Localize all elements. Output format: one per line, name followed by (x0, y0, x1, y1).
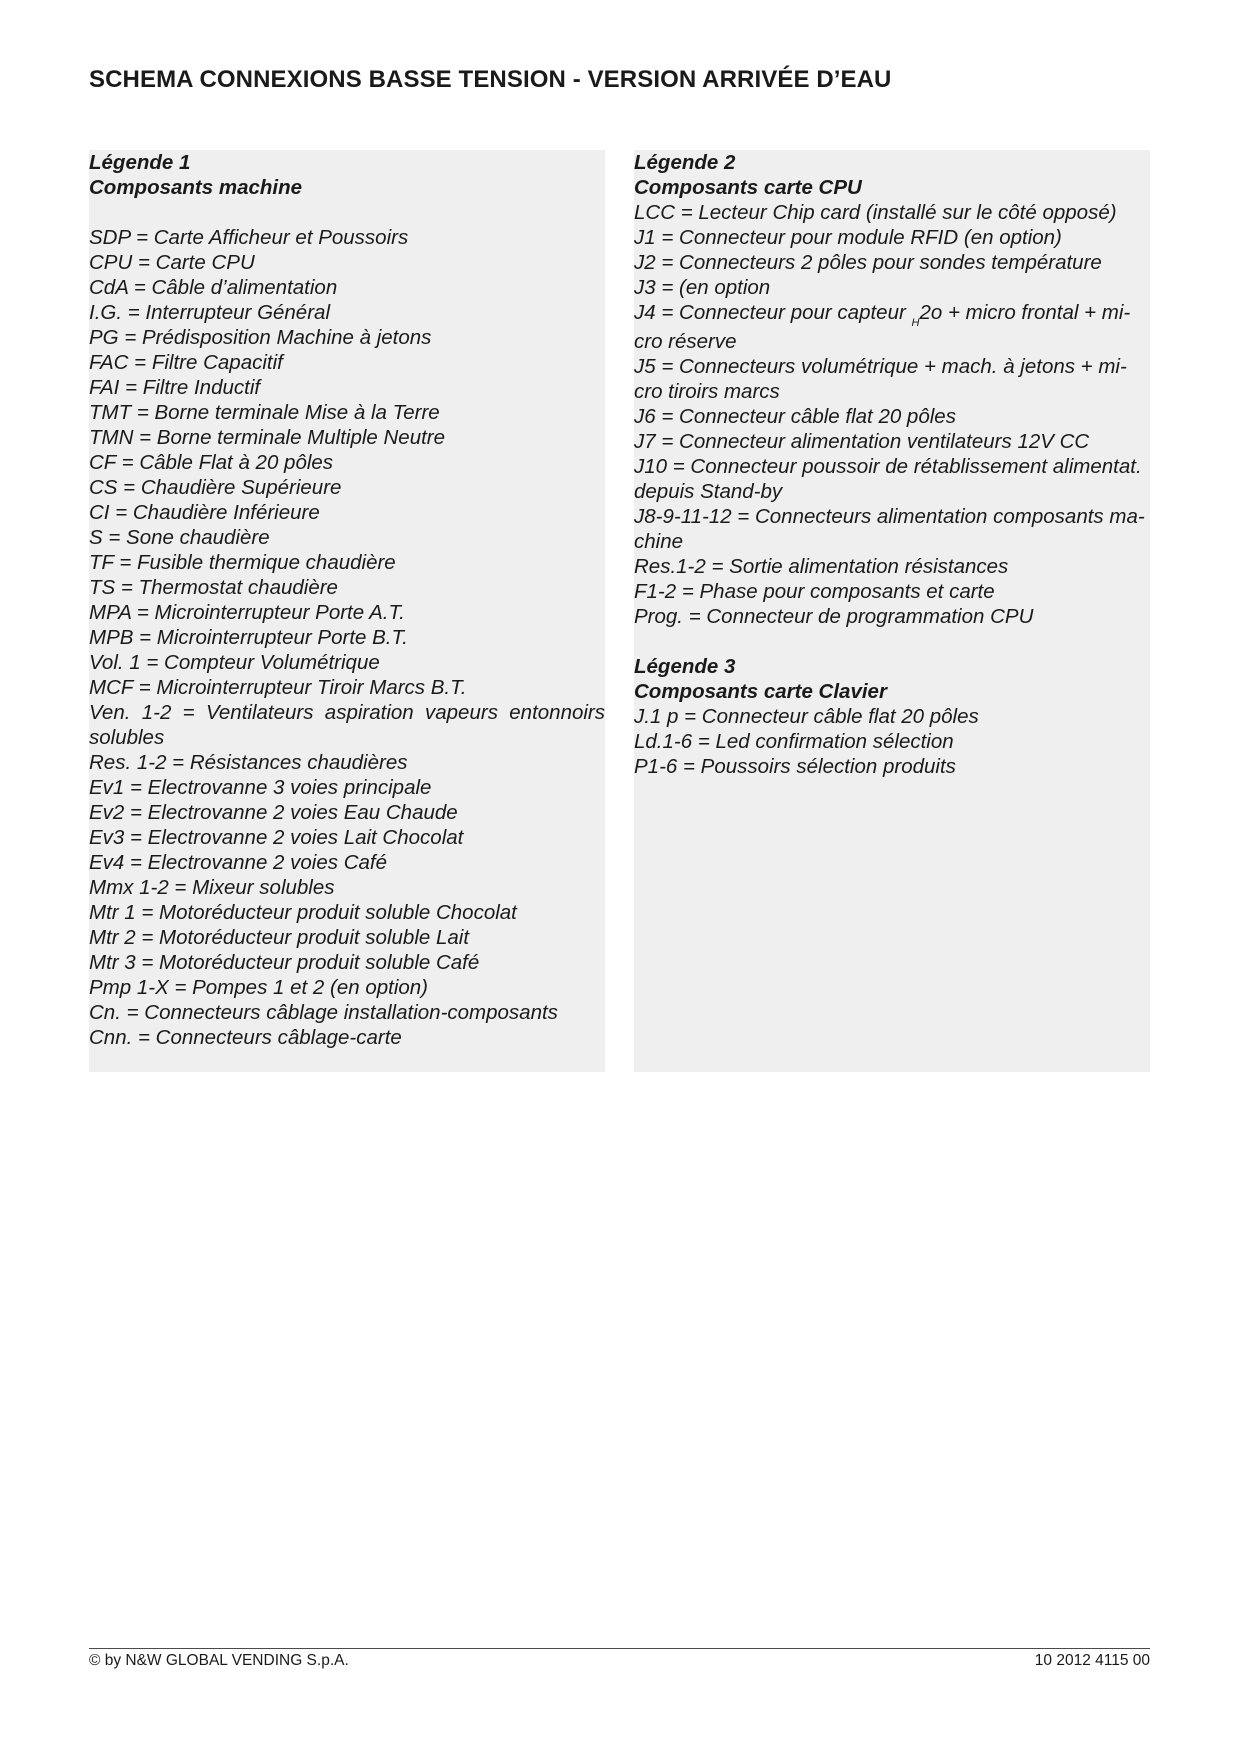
legend-2-item: depuis Stand-by (634, 480, 783, 503)
legend-3-item: P1-6 = Poussoirs sélection produits (634, 755, 956, 778)
legend-1-item: Cnn. = Connecteurs câblage-carte (89, 1026, 402, 1049)
legend-1-item: TMT = Borne terminale Mise à la Terre (89, 401, 440, 424)
legend-2-item-j4-subscript: H (911, 317, 920, 329)
legend-2-item-j4-end: 2o + micro frontal + mi- (919, 301, 1131, 324)
legend-1-item: Res. 1-2 = Résistances chaudières (89, 751, 408, 774)
legend-1-item: Vol. 1 = Compteur Volumétrique (89, 651, 380, 674)
legend-1-item: I.G. = Interrupteur Général (89, 301, 330, 324)
legend-3-subheading: Composants carte Clavier (634, 680, 887, 703)
legend-2-item: Prog. = Connecteur de programmation CPU (634, 605, 1034, 628)
footer-copyright: © by N&W GLOBAL VENDING S.p.A. (89, 1652, 349, 1669)
spacer (89, 200, 605, 225)
legend-1-item: SDP = Carte Afficheur et Poussoirs (89, 226, 409, 249)
legend-1-item: FAI = Filtre Inductif (89, 376, 261, 399)
legend-1-panel (89, 150, 605, 1072)
legend-2-item: cro réserve (634, 330, 737, 353)
legend-1-item: Ven. 1-2 = Ventilateurs aspiration vapeurs entonnoirs (89, 701, 605, 724)
legend-1-item: CdA = Câble d’alimentation (89, 276, 338, 299)
legend-1-item: MPA = Microinterrupteur Porte A.T. (89, 601, 405, 624)
legend-1-subheading: Composants machine (89, 176, 303, 199)
legend-1-item: MCF = Microinterrupteur Tiroir Marcs B.T. (89, 676, 467, 699)
page-title: SCHEMA CONNEXIONS BASSE TENSION - VERSION ARRIVÉE D’EAU (89, 66, 892, 93)
legend-2-item-j4 (634, 300, 1150, 329)
legend-1-item: MPB = Microinterrupteur Porte B.T. (89, 626, 408, 649)
legend-2-heading: Légende 2 (634, 151, 736, 174)
legend-1-item: CF = Câble Flat à 20 pôles (89, 451, 334, 474)
legend-1-item: Ev3 = Electrovanne 2 voies Lait Chocolat (89, 826, 464, 849)
legend-1-item: Pmp 1-X = Pompes 1 et 2 (en option) (89, 976, 429, 999)
legend-1-item: TS = Thermostat chaudière (89, 576, 338, 599)
legend-1-item: PG = Prédisposition Machine à jetons (89, 326, 432, 349)
legend-3-item: J.1 p = Connecteur câble flat 20 pôles (634, 705, 979, 728)
legend-3-item: Ld.1-6 = Led confirmation sélection (634, 730, 954, 753)
legend-1-item: FAC = Filtre Capacitif (89, 351, 283, 374)
legend-2-item-j4-start: J4 = Connecteur pour capteur (634, 301, 912, 324)
legend-1-item: Ev2 = Electrovanne 2 voies Eau Chaude (89, 801, 458, 824)
legend-2-item: J7 = Connecteur alimentation ventilateurs 12V CC (634, 430, 1090, 453)
legend-1-item: TF = Fusible thermique chaudière (89, 551, 396, 574)
legend-1-item: CPU = Carte CPU (89, 251, 255, 274)
legend-2-subheading: Composants carte CPU (634, 176, 862, 199)
legend-1-item: Mtr 3 = Motoréducteur produit soluble Café (89, 951, 480, 974)
legend-2-item: J3 = (en option (634, 276, 771, 299)
footer-divider (89, 1648, 1150, 1649)
legend-2-item: cro tiroirs marcs (634, 380, 780, 403)
legend-2-item: F1-2 = Phase pour composants et carte (634, 580, 995, 603)
legend-1-item: CS = Chaudière Supérieure (89, 476, 342, 499)
legend-2-item: J2 = Connecteurs 2 pôles pour sondes température (634, 251, 1102, 274)
footer-doc-number: 10 2012 4115 00 (1034, 1652, 1150, 1669)
legend-2-item: J5 = Connecteurs volumétrique + mach. à jetons + mi- (634, 355, 1127, 378)
legend-2-3-panel (634, 150, 1150, 1072)
legend-1-item: Mtr 2 = Motoréducteur produit soluble Lait (89, 926, 470, 949)
legend-2-item: chine (634, 530, 684, 553)
legend-2-item: Res.1-2 = Sortie alimentation résistances (634, 555, 1009, 578)
legend-1-item: Ev1 = Electrovanne 3 voies principale (89, 776, 432, 799)
legend-1-heading: Légende 1 (89, 151, 191, 174)
legend-1-item: S = Sone chaudière (89, 526, 270, 549)
legend-2-item: J10 = Connecteur poussoir de rétablissement alimentat. (634, 455, 1142, 478)
legend-2-item: J8-9-11-12 = Connecteurs alimentation composants ma- (634, 505, 1145, 528)
legend-1-item: Mmx 1-2 = Mixeur solubles (89, 876, 335, 899)
legend-2-item: J6 = Connecteur câble flat 20 pôles (634, 405, 956, 428)
legend-2-item: J1 = Connecteur pour module RFID (en option) (634, 226, 1062, 249)
legend-1-item: Ev4 = Electrovanne 2 voies Café (89, 851, 387, 874)
legend-1-item: solubles (89, 726, 165, 749)
legend-1-item: TMN = Borne terminale Multiple Neutre (89, 426, 446, 449)
legend-1-item: CI = Chaudière Inférieure (89, 501, 320, 524)
legend-3-heading: Légende 3 (634, 655, 736, 678)
legend-1-item: Mtr 1 = Motoréducteur produit soluble Chocolat (89, 901, 517, 924)
legend-2-item: LCC = Lecteur Chip card (installé sur le côté opposé) (634, 201, 1117, 224)
legend-1-item: Cn. = Connecteurs câblage installation-composants (89, 1001, 558, 1024)
spacer (634, 629, 1150, 654)
